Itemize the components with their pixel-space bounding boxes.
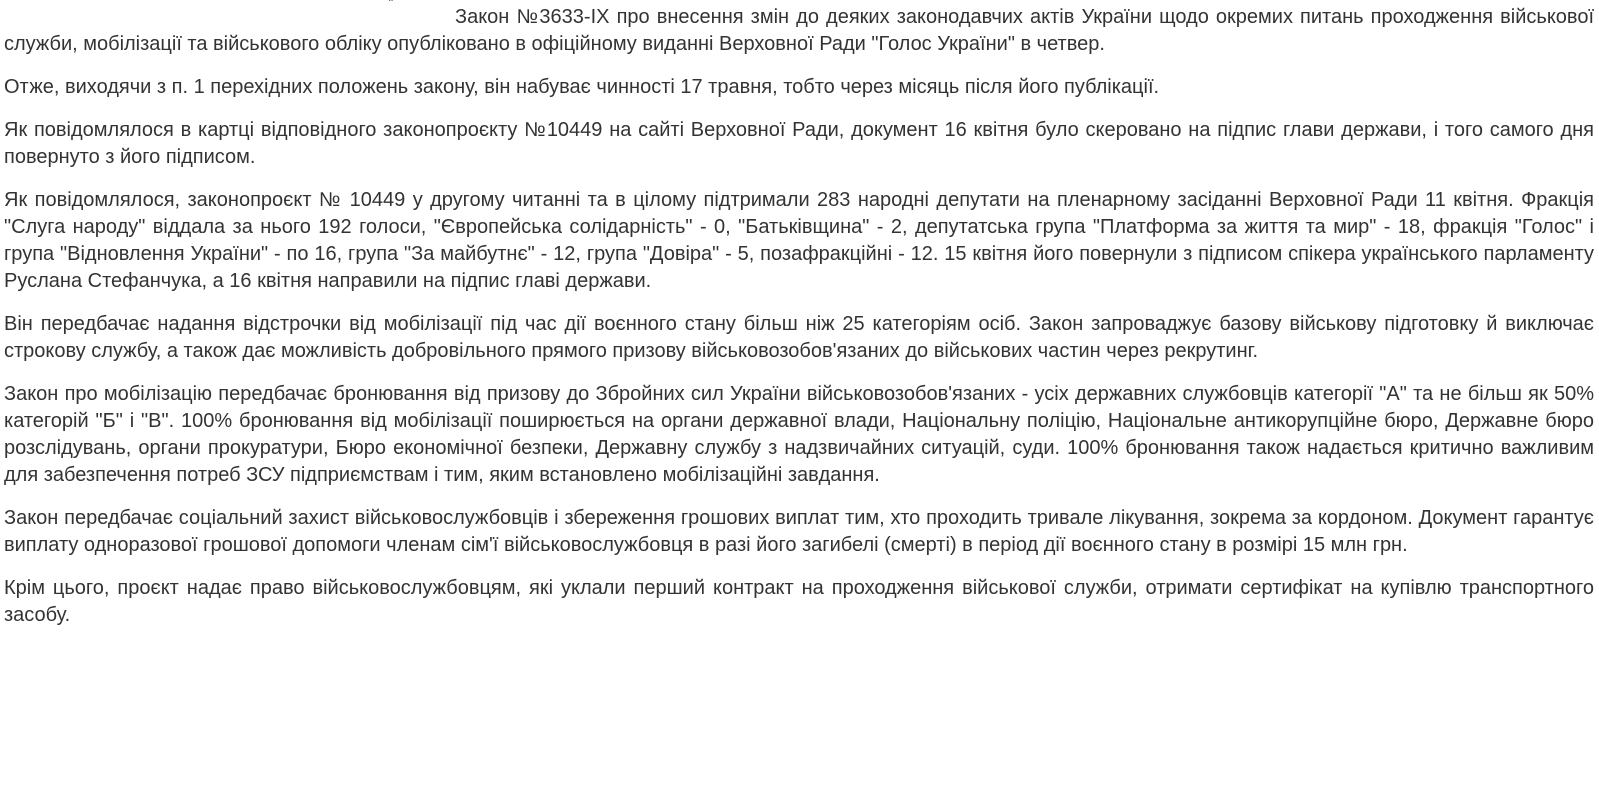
paragraph-4: Як повідомлялося, законопроєкт № 10449 у другому читанні та в цілому підтримали 283 народні депутати на пленарному засіданні Верховної Ради 11 квітня. Фракція "Слуга народу" віддала за нього 192 голоси, "Європейська солідарність" - 0, "Батьківщина" - 2, депутатська група "Платформа за життя та мир" - 18, фракція "Голос" і група "Відновлення України" - по 16, група "За майбутнє" - 12, група "Довіра" - 5, позафракційні - 12. 15 квітня його повернули з підписом спікера українського парламенту Руслана Стефанчука, а 16 квітня направили на підпис главі держави. <box>4 189 1594 292</box>
paragraph-6: Закон про мобілізацію передбачає бронювання від призову до Збройних сил України військовозобов'язаних - усіх державних службовців категорії "А" та не більш як 50% категорій "Б" і "В". 100% бронювання від мобілізації поширюється на органи державної влади, Національну поліцію, Національне антикорупційне бюро, Державне бюро розслідувань, органи прокуратури, Бюро економічної безпеки, Державну службу з надзвичайних ситуацій, суди. 100% бронювання також надається критично важливим для забезпечення потреб ЗСУ підприємствам і тим, яким встановлено мобілізаційні завдання. <box>4 383 1594 486</box>
paragraph-2: Отже, виходячи з п. 1 перехідних положень закону, він набуває чинності 17 травня, тобто через місяць після його публікації. <box>4 76 1160 98</box>
article-body <box>4 4 1594 645</box>
paragraph-1: Закон №3633-IX про внесення змін до деяких законодавчих актів України щодо окремих питань проходження військової служби, мобілізації та військового обліку опубліковано в офіційному виданні Верховної Ради "Голос України" в четвер. <box>4 6 1594 55</box>
paragraph-8: Крім цього, проєкт надає право військовослужбовцям, які уклали перший контракт на проходження військової служби, отримати сертифікат на купівлю транспортного засобу. <box>4 577 1594 626</box>
paragraph-3: Як повідомлялося в картці відповідного законопроєкту №10449 на сайті Верховної Ради, документ 16 квітня було скеровано на підпис глави держави, і того самого дня повернуто з його підписом. <box>4 119 1594 168</box>
stray-mark: ¨ <box>389 0 393 11</box>
paragraph-5: Він передбачає надання відстрочки від мобілізації під час дії воєнного стану більш ніж 25 категоріям осіб. Закон запроваджує базову військову підготовку й виключає строкову службу, а також дає можливість добровільного прямого призову військовозобов'язаних до військових частин через рекрутинг. <box>4 313 1594 362</box>
paragraph-7: Закон передбачає соціальний захист військовослужбовців і збереження грошових виплат тим, хто проходить тривале лікування, зокрема за кордоном. Документ гарантує виплату одноразової грошової допомоги членам сім'ї військовослужбовця в разі його загибелі (смерті) в період дії воєнного стану в розмірі 15 млн грн. <box>4 507 1594 556</box>
